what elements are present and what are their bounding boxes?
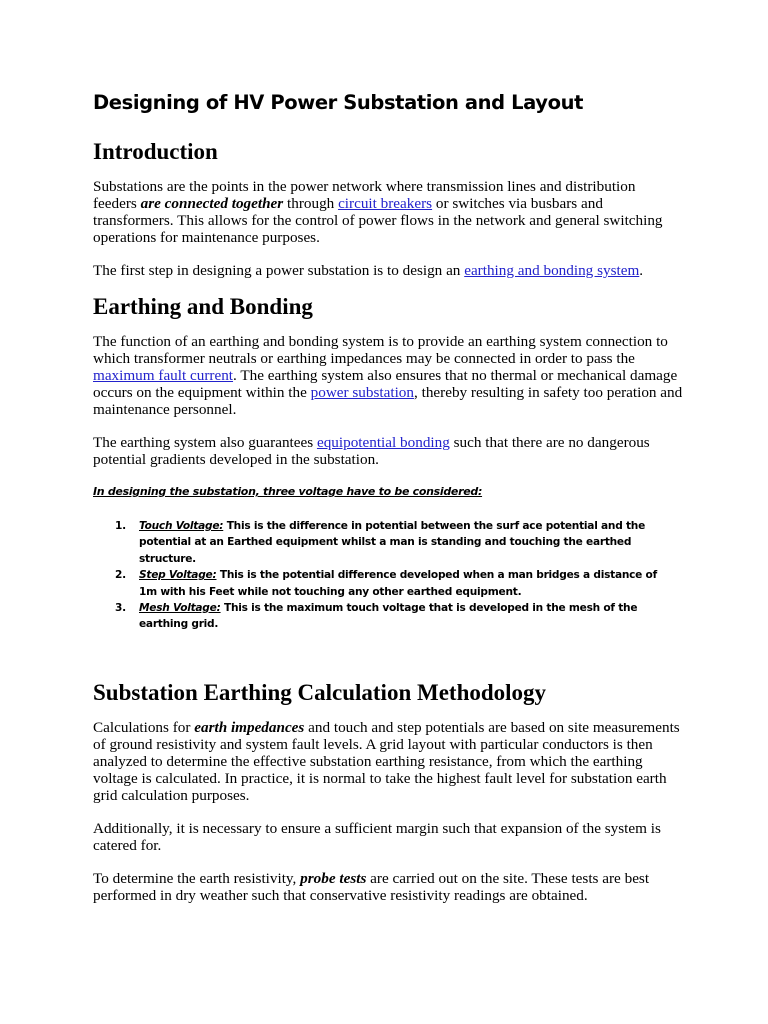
earthing-paragraph-2 (93, 434, 683, 468)
text-run: , thereby resulting in safety too peration and maintenance personnel. (93, 384, 683, 418)
link-maximum-fault-current[interactable]: maximum fault current (93, 367, 234, 384)
heading-calculation-methodology: Substation Earthing Calculation Methodology (93, 679, 547, 705)
text-run: The function of an earthing and bonding system is to provide an earthing system connection to which transformer neutrals or earthing impedances may be connected in order to pass the (93, 333, 668, 367)
methodology-paragraph-1 (93, 719, 683, 804)
link-earthing-bonding-system[interactable]: earthing and bonding system (464, 262, 640, 279)
heading-earthing-bonding: Earthing and Bonding (93, 294, 313, 319)
list-number: 2. (115, 569, 126, 582)
intro-paragraph-1 (93, 178, 683, 246)
document-title: Designing of HV Power Substation and Layout (93, 91, 583, 114)
document-page (93, 88, 683, 904)
list-item-touch-voltage (93, 518, 659, 567)
earthing-paragraph-1 (93, 333, 683, 418)
text-run: The first step in designing a power substation is to design an (93, 262, 465, 279)
text-run: . The earthing system also ensures that no thermal or mechanical damage occurs on the equipment within the (93, 367, 678, 401)
link-equipotential-bonding[interactable]: equipotential bonding (316, 434, 450, 451)
list-item-text: This is the potential difference developed when a man bridges a distance of 1m with his Feet while not touching any other earthed equipment. (139, 569, 657, 598)
link-power-substation[interactable]: power substation (310, 384, 414, 401)
text-run: such that there are no dangerous potential gradients developed in the substation. (93, 434, 650, 468)
term-step-voltage: Step Voltage: (139, 569, 217, 582)
list-item-step-voltage (93, 567, 659, 600)
text-run: and touch and step potentials are based on site measurements of ground resistivity and system fault levels. A grid layout with particular conductors is then analyzed to determine the effective substation earthing resistance, from which the earthing voltage is calculated. In practice, it is normal to take the highest fault level for substation earth grid calculation purposes. (93, 718, 680, 804)
methodology-paragraph-2: Additionally, it is necessary to ensure a sufficient margin such that expansion of the system is catered for. (93, 819, 661, 854)
text-run: through (283, 195, 339, 212)
intro-paragraph-2 (93, 262, 683, 279)
text-run: or switches via busbars and transformers. This allows for the control of power flows in the network and general switching operations for maintenance purposes. (93, 195, 663, 246)
methodology-paragraph-3 (93, 870, 683, 904)
text-run: . (639, 262, 644, 279)
heading-introduction: Introduction (93, 139, 218, 164)
list-item-text: This is the maximum touch voltage that is developed in the mesh of the earthing grid. (139, 602, 638, 631)
text-run: To determine the earth resistivity, (93, 869, 301, 887)
list-number: 1. (115, 520, 126, 532)
emphasis-text: probe tests (300, 869, 367, 887)
voltage-list (93, 518, 683, 633)
term-touch-voltage: Touch Voltage: (139, 520, 224, 532)
list-item-mesh-voltage (93, 600, 659, 633)
text-run: are carried out on the site. These tests are best performed in dry weather such that conservative resistivity readings are obtained. (93, 869, 650, 904)
link-circuit-breakers[interactable]: circuit breakers (338, 195, 433, 212)
list-item-text: This is the difference in potential between the surf ace potential and the potential at an Earthed equipment whilst a man is standing and touching the earthed structure. (139, 520, 646, 565)
text-run: Substations are the points in the power network where transmission lines and distribution feeders (93, 178, 636, 212)
term-mesh-voltage: Mesh Voltage: (139, 602, 221, 615)
list-number: 3. (115, 602, 126, 615)
text-run: The earthing system also guarantees (93, 434, 317, 451)
emphasis-text: are connected together (140, 195, 284, 212)
voltage-note: In designing the substation, three voltage have to be considered: (93, 485, 483, 498)
text-run: Calculations for (93, 718, 195, 736)
emphasis-text: earth impedances (194, 718, 305, 736)
